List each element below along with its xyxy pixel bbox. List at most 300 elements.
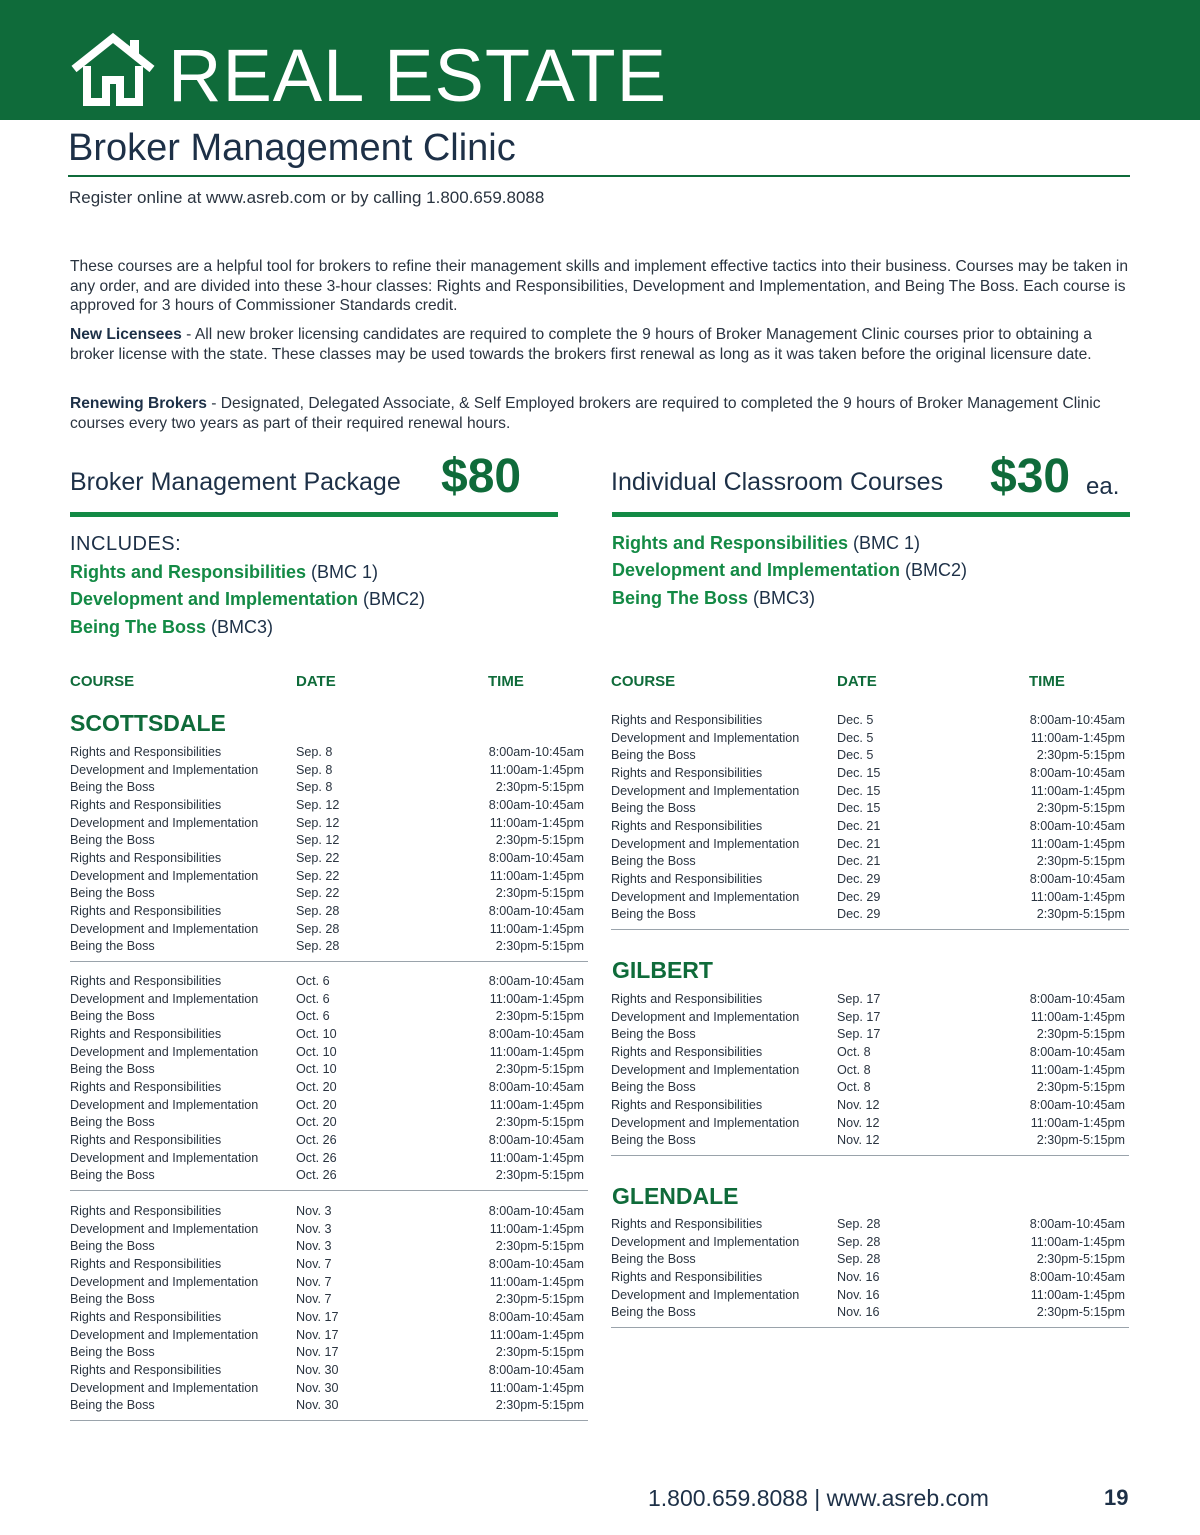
course-cell: Development and Implementation [70, 1097, 259, 1112]
time-cell: 8:00am-10:45am [1029, 1097, 1125, 1112]
date-cell: Dec. 21 [837, 854, 881, 869]
individual-item-name: Development and Implementation [612, 560, 901, 580]
time-cell: 8:00am-10:45am [1029, 871, 1125, 886]
date-cell: Dec. 29 [837, 889, 881, 904]
table-row [611, 1287, 1129, 1305]
course-cell: Development and Implementation [70, 762, 259, 777]
renewing-brokers-label: Renewing Brokers [70, 395, 207, 412]
table-row [70, 797, 588, 815]
date-cell: Oct. 8 [837, 1044, 871, 1059]
table-row [611, 1009, 1129, 1027]
table-row [70, 815, 588, 833]
time-cell: 11:00am-1:45pm [1030, 730, 1125, 745]
date-cell: Nov. 30 [296, 1380, 339, 1395]
table-row [70, 1150, 588, 1168]
table-row [611, 836, 1129, 854]
house-icon [70, 32, 156, 106]
intro-paragraph [70, 257, 1132, 316]
course-cell: Development and Implementation [70, 1221, 259, 1236]
date-cell: Sep. 22 [296, 850, 340, 865]
time-cell: 2:30pm-5:15pm [1036, 748, 1125, 763]
course-cell: Rights and Responsibilities [70, 797, 222, 812]
date-cell: Sep. 28 [296, 921, 340, 936]
table-row [70, 1044, 588, 1062]
date-cell: Nov. 16 [837, 1287, 880, 1302]
package-divider [70, 512, 558, 517]
course-cell: Rights and Responsibilities [611, 818, 763, 833]
table-row [70, 1362, 588, 1380]
time-cell: 2:30pm-5:15pm [1036, 907, 1125, 922]
date-cell: Sep. 28 [837, 1252, 881, 1267]
time-cell: 8:00am-10:45am [1029, 1044, 1125, 1059]
table-row [611, 1097, 1129, 1115]
time-cell: 11:00am-1:45pm [1030, 1234, 1125, 1249]
date-cell: Dec. 29 [837, 907, 881, 922]
course-cell: Rights and Responsibilities [611, 992, 763, 1006]
time-cell: 2:30pm-5:15pm [495, 886, 584, 901]
table-row [611, 1062, 1129, 1080]
table-row [70, 991, 588, 1009]
date-cell: Oct. 8 [837, 1062, 871, 1077]
table-row [611, 1132, 1129, 1150]
course-cell: Rights and Responsibilities [70, 850, 222, 865]
row-group-divider [611, 929, 1129, 930]
column-header-date: DATE [296, 673, 336, 690]
time-cell: 11:00am-1:45pm [489, 815, 584, 830]
course-cell: Development and Implementation [611, 1115, 800, 1130]
time-cell: 2:30pm-5:15pm [1036, 1252, 1125, 1267]
course-cell: Being the Boss [70, 1345, 155, 1360]
course-cell: Rights and Responsibilities [611, 1217, 763, 1231]
date-cell: Sep. 17 [837, 1027, 881, 1042]
time-cell: 8:00am-10:45am [1029, 1217, 1125, 1231]
course-cell: Rights and Responsibilities [611, 1044, 763, 1059]
footer-contact: 1.800.659.8088 | www.asreb.com [648, 1485, 989, 1511]
date-cell: Nov. 3 [296, 1204, 332, 1218]
date-cell: Nov. 3 [296, 1221, 332, 1236]
individual-heading: Individual Classroom Courses [611, 468, 944, 496]
individual-item-name: Being The Boss [612, 588, 749, 608]
date-cell: Oct. 26 [296, 1168, 337, 1183]
date-cell: Dec. 29 [837, 871, 881, 886]
time-cell: 2:30pm-5:15pm [495, 780, 584, 795]
date-cell: Nov. 7 [296, 1292, 332, 1307]
course-cell: Rights and Responsibilities [611, 765, 763, 780]
table-row [611, 1251, 1129, 1269]
time-cell: 11:00am-1:45pm [1030, 783, 1125, 798]
table-row [611, 1079, 1129, 1097]
time-cell: 11:00am-1:45pm [1030, 1287, 1125, 1302]
date-cell: Nov. 12 [837, 1115, 880, 1130]
course-cell: Rights and Responsibilities [611, 713, 763, 727]
table-row [70, 1274, 588, 1292]
individual-price-suffix: ea. [1086, 473, 1120, 500]
table-row [70, 1309, 588, 1327]
table-row [70, 1256, 588, 1274]
intro-text: These courses are a helpful tool for brokers to refine their management skills and implement effective tactics into their business. Courses may be taken in any order, and are divided into these 3-hour classes: Rights and Responsibilities, Development and Implementation, and Being The Boss. Each course is approved for 3 hours of Commissioner Standards credit. [70, 258, 1129, 315]
course-cell: Being the Boss [611, 748, 696, 763]
time-cell: 8:00am-10:45am [488, 1132, 584, 1147]
date-cell: Sep. 12 [296, 815, 340, 830]
course-cell: Being the Boss [611, 907, 696, 922]
table-row [70, 1008, 588, 1026]
table-row [70, 850, 588, 868]
page-number: 19 [1104, 1485, 1129, 1510]
column-header-time: TIME [1029, 673, 1065, 690]
course-cell: Development and Implementation [611, 1062, 800, 1077]
new-licensees-text: - All new broker licensing candidates are required to complete the 9 hours of Broker Management Clinic courses prior to obtaining a broker license with the state. These classes may be used towards the brokers first renewal as long as it was taken before the original licensure date. [70, 326, 1092, 363]
time-cell: 8:00am-10:45am [488, 1362, 584, 1377]
course-cell: Being the Boss [70, 1168, 155, 1183]
course-cell: Being the Boss [611, 801, 696, 816]
date-cell: Oct. 26 [296, 1132, 337, 1147]
table-row [611, 747, 1129, 765]
course-cell: Being the Boss [70, 886, 155, 901]
date-cell: Sep. 28 [837, 1217, 881, 1231]
time-cell: 8:00am-10:45am [488, 1026, 584, 1041]
table-row [70, 921, 588, 939]
course-cell: Being the Boss [611, 1305, 696, 1320]
column-header-course: COURSE [70, 673, 135, 690]
date-cell: Oct. 10 [296, 1044, 337, 1059]
course-cell: Development and Implementation [70, 991, 259, 1006]
time-cell: 11:00am-1:45pm [489, 1274, 584, 1289]
time-cell: 2:30pm-5:15pm [495, 1115, 584, 1130]
date-cell: Dec. 5 [837, 713, 874, 727]
package-item-name: Rights and Responsibilities [70, 562, 307, 582]
course-cell: Rights and Responsibilities [70, 745, 222, 759]
date-cell: Oct. 26 [296, 1150, 337, 1165]
time-cell: 2:30pm-5:15pm [495, 1292, 584, 1307]
register-info: Register online at www.asreb.com or by calling 1.800.659.8088 [69, 188, 545, 207]
date-cell: Sep. 22 [296, 868, 340, 883]
time-cell: 11:00am-1:45pm [1030, 1009, 1125, 1024]
date-cell: Oct. 20 [296, 1115, 337, 1130]
course-cell: Development and Implementation [70, 815, 259, 830]
individual-item-name: Rights and Responsibilities [612, 533, 849, 553]
course-cell: Development and Implementation [611, 889, 800, 904]
time-cell: 2:30pm-5:15pm [1036, 1133, 1125, 1148]
time-cell: 11:00am-1:45pm [489, 1380, 584, 1395]
time-cell: 2:30pm-5:15pm [1036, 854, 1125, 869]
date-cell: Sep. 8 [296, 780, 333, 795]
date-cell: Nov. 30 [296, 1398, 339, 1413]
course-cell: Development and Implementation [70, 1150, 259, 1165]
course-cell: Being the Boss [70, 780, 155, 795]
column-header-date: DATE [837, 673, 877, 690]
time-cell: 8:00am-10:45am [488, 974, 584, 988]
title-divider [68, 175, 1130, 177]
date-cell: Dec. 15 [837, 801, 881, 816]
time-cell: 8:00am-10:45am [488, 850, 584, 865]
time-cell: 8:00am-10:45am [1029, 818, 1125, 833]
course-cell: Development and Implementation [70, 1044, 259, 1059]
individual-item [612, 587, 815, 609]
date-cell: Nov. 17 [296, 1327, 339, 1342]
header-banner [0, 0, 1200, 120]
date-cell: Nov. 17 [296, 1309, 339, 1324]
package-item [70, 616, 273, 638]
table-row [70, 1114, 588, 1132]
course-cell: Development and Implementation [611, 836, 800, 851]
time-cell: 2:30pm-5:15pm [1036, 801, 1125, 816]
date-cell: Oct. 10 [296, 1062, 337, 1077]
individual-item-code: (BMC2) [900, 560, 968, 580]
column-header-course: COURSE [611, 673, 676, 690]
course-cell: Being the Boss [611, 1027, 696, 1042]
individual-divider [612, 512, 1130, 517]
package-heading: Broker Management Package [70, 468, 401, 496]
table-row [70, 1079, 588, 1097]
date-cell: Sep. 12 [296, 797, 340, 812]
time-cell: 11:00am-1:45pm [489, 1097, 584, 1112]
table-row [611, 889, 1129, 907]
time-cell: 2:30pm-5:15pm [495, 1009, 584, 1024]
course-cell: Rights and Responsibilities [70, 1132, 222, 1147]
date-cell: Dec. 15 [837, 783, 881, 798]
date-cell: Oct. 20 [296, 1097, 337, 1112]
renewing-brokers-text: - Designated, Delegated Associate, & Self Employed brokers are required to completed the 9 hours of Broker Management Clinic courses every two years as part of their required renewal hours. [70, 395, 1101, 432]
course-cell: Being the Boss [611, 1080, 696, 1095]
course-cell: Rights and Responsibilities [70, 1256, 222, 1271]
table-row [611, 1026, 1129, 1044]
date-cell: Oct. 20 [296, 1079, 337, 1094]
course-cell: Being the Boss [611, 1133, 696, 1148]
new-licensees-label: New Licensees [70, 326, 182, 343]
time-cell: 8:00am-10:45am [1029, 765, 1125, 780]
course-cell: Development and Implementation [70, 1327, 259, 1342]
row-group-divider [70, 1190, 588, 1191]
time-cell: 2:30pm-5:15pm [1036, 1027, 1125, 1042]
table-row [611, 1304, 1129, 1322]
date-cell: Oct. 6 [296, 1009, 330, 1024]
row-group-divider [611, 1327, 1129, 1328]
time-cell: 8:00am-10:45am [488, 1256, 584, 1271]
table-row [70, 903, 588, 921]
course-cell: Rights and Responsibilities [70, 974, 222, 988]
course-cell: Being the Boss [70, 1398, 155, 1413]
table-row [611, 800, 1129, 818]
date-cell: Nov. 7 [296, 1256, 332, 1271]
package-item-name: Development and Implementation [70, 589, 359, 609]
table-row [611, 712, 1129, 730]
time-cell: 11:00am-1:45pm [489, 1150, 584, 1165]
course-cell: Being the Boss [70, 1115, 155, 1130]
course-cell: Development and Implementation [611, 1009, 800, 1024]
date-cell: Nov. 12 [837, 1097, 880, 1112]
time-cell: 2:30pm-5:15pm [495, 939, 584, 954]
individual-item [612, 532, 920, 554]
table-row [70, 1291, 588, 1309]
table-row [611, 783, 1129, 801]
course-cell: Being the Boss [70, 939, 155, 954]
table-row [611, 1216, 1129, 1234]
package-item [70, 561, 378, 583]
table-row [611, 730, 1129, 748]
course-cell: Being the Boss [611, 854, 696, 869]
table-row [611, 1115, 1129, 1133]
table-row [70, 744, 588, 762]
time-cell: 2:30pm-5:15pm [1036, 1305, 1125, 1320]
table-row [70, 1380, 588, 1398]
row-group-divider [611, 1155, 1129, 1156]
date-cell: Nov. 16 [837, 1269, 880, 1284]
table-row [70, 762, 588, 780]
course-cell: Being the Boss [70, 1062, 155, 1077]
date-cell: Dec. 15 [837, 765, 881, 780]
course-cell: Rights and Responsibilities [70, 1079, 222, 1094]
course-cell: Development and Implementation [70, 921, 259, 936]
time-cell: 11:00am-1:45pm [489, 1221, 584, 1236]
time-cell: 2:30pm-5:15pm [495, 1239, 584, 1254]
time-cell: 8:00am-10:45am [488, 903, 584, 918]
time-cell: 8:00am-10:45am [1029, 992, 1125, 1006]
course-cell: Rights and Responsibilities [70, 1026, 222, 1041]
package-item-code: (BMC2) [358, 589, 426, 609]
date-cell: Dec. 21 [837, 818, 881, 833]
course-cell: Rights and Responsibilities [70, 1362, 222, 1377]
table-row [611, 765, 1129, 783]
date-cell: Sep. 12 [296, 833, 340, 848]
time-cell: 11:00am-1:45pm [1030, 1062, 1125, 1077]
table-row [70, 1097, 588, 1115]
date-cell: Nov. 12 [837, 1133, 880, 1148]
date-cell: Sep. 17 [837, 992, 881, 1006]
table-row [611, 853, 1129, 871]
course-cell: Being the Boss [70, 1009, 155, 1024]
renewing-brokers-paragraph [70, 394, 1132, 433]
location-title-gilbert: GILBERT [612, 957, 713, 983]
course-cell: Being the Boss [70, 1239, 155, 1254]
time-cell: 11:00am-1:45pm [489, 1044, 584, 1059]
time-cell: 2:30pm-5:15pm [495, 1398, 584, 1413]
table-row [70, 885, 588, 903]
time-cell: 8:00am-10:45am [1029, 1269, 1125, 1284]
page-title: Broker Management Clinic [68, 127, 516, 169]
row-group-divider [70, 961, 588, 962]
table-row [70, 1238, 588, 1256]
course-cell: Being the Boss [611, 1252, 696, 1267]
date-cell: Oct. 10 [296, 1026, 337, 1041]
date-cell: Nov. 17 [296, 1345, 339, 1360]
time-cell: 8:00am-10:45am [488, 745, 584, 759]
time-cell: 8:00am-10:45am [1029, 713, 1125, 727]
date-cell: Sep. 28 [837, 1234, 881, 1249]
table-row [70, 1026, 588, 1044]
time-cell: 2:30pm-5:15pm [1036, 1080, 1125, 1095]
table-row [70, 1167, 588, 1185]
table-row [611, 906, 1129, 924]
package-price: $80 [441, 450, 522, 503]
date-cell: Dec. 5 [837, 730, 874, 745]
package-item-name: Being The Boss [70, 617, 207, 637]
time-cell: 11:00am-1:45pm [1030, 1115, 1125, 1130]
table-row [70, 832, 588, 850]
course-cell: Rights and Responsibilities [611, 1269, 763, 1284]
date-cell: Nov. 7 [296, 1274, 332, 1289]
time-cell: 2:30pm-5:15pm [495, 1345, 584, 1360]
course-cell: Development and Implementation [611, 783, 800, 798]
date-cell: Dec. 21 [837, 836, 881, 851]
date-cell: Sep. 17 [837, 1009, 881, 1024]
table-row [70, 779, 588, 797]
time-cell: 11:00am-1:45pm [489, 921, 584, 936]
course-cell: Rights and Responsibilities [70, 903, 222, 918]
time-cell: 2:30pm-5:15pm [495, 1062, 584, 1077]
package-item-code: (BMC 1) [306, 562, 379, 582]
course-cell: Development and Implementation [611, 1234, 800, 1249]
table-row [70, 1327, 588, 1345]
individual-item [612, 559, 967, 581]
date-cell: Sep. 28 [296, 903, 340, 918]
time-cell: 8:00am-10:45am [488, 797, 584, 812]
course-cell: Development and Implementation [70, 868, 259, 883]
course-cell: Rights and Responsibilities [611, 1097, 763, 1112]
date-cell: Oct. 8 [837, 1080, 871, 1095]
time-cell: 8:00am-10:45am [488, 1079, 584, 1094]
individual-item-code: (BMC3) [748, 588, 816, 608]
section-title: REAL ESTATE [168, 34, 667, 117]
course-cell: Being the Boss [70, 833, 155, 848]
date-cell: Sep. 28 [296, 939, 340, 954]
date-cell: Sep. 8 [296, 745, 333, 759]
table-row [70, 1397, 588, 1415]
time-cell: 8:00am-10:45am [488, 1204, 584, 1218]
individual-item-code: (BMC 1) [848, 533, 921, 553]
course-cell: Being the Boss [70, 1292, 155, 1307]
table-row [611, 991, 1129, 1009]
table-row [70, 1344, 588, 1362]
column-header-time: TIME [488, 673, 524, 690]
row-group-divider [70, 1420, 588, 1421]
table-row [611, 818, 1129, 836]
date-cell: Oct. 6 [296, 991, 330, 1006]
time-cell: 11:00am-1:45pm [489, 762, 584, 777]
new-licensees-paragraph [70, 325, 1132, 364]
course-cell: Rights and Responsibilities [70, 1204, 222, 1218]
location-title-glendale: GLENDALE [612, 1183, 739, 1209]
time-cell: 11:00am-1:45pm [489, 1327, 584, 1342]
course-cell: Rights and Responsibilities [611, 871, 763, 886]
table-row [70, 938, 588, 956]
time-cell: 11:00am-1:45pm [1030, 836, 1125, 851]
table-row [611, 1269, 1129, 1287]
date-cell: Sep. 22 [296, 886, 340, 901]
table-row [70, 868, 588, 886]
individual-price: $30 [990, 450, 1071, 503]
time-cell: 11:00am-1:45pm [1030, 889, 1125, 904]
course-cell: Development and Implementation [70, 1380, 259, 1395]
time-cell: 2:30pm-5:15pm [495, 833, 584, 848]
package-item-code: (BMC3) [206, 617, 274, 637]
table-row [70, 1203, 588, 1221]
table-row [70, 973, 588, 991]
date-cell: Oct. 6 [296, 974, 330, 988]
table-row [70, 1061, 588, 1079]
course-cell: Rights and Responsibilities [70, 1309, 222, 1324]
location-title-scottsdale: SCOTTSDALE [70, 710, 226, 736]
time-cell: 11:00am-1:45pm [489, 868, 584, 883]
time-cell: 8:00am-10:45am [488, 1309, 584, 1324]
date-cell: Nov. 30 [296, 1362, 339, 1377]
time-cell: 2:30pm-5:15pm [495, 1168, 584, 1183]
package-item [70, 588, 425, 610]
date-cell: Dec. 5 [837, 748, 874, 763]
course-cell: Development and Implementation [611, 730, 800, 745]
table-row [70, 1132, 588, 1150]
course-cell: Development and Implementation [70, 1274, 259, 1289]
date-cell: Nov. 16 [837, 1305, 880, 1320]
